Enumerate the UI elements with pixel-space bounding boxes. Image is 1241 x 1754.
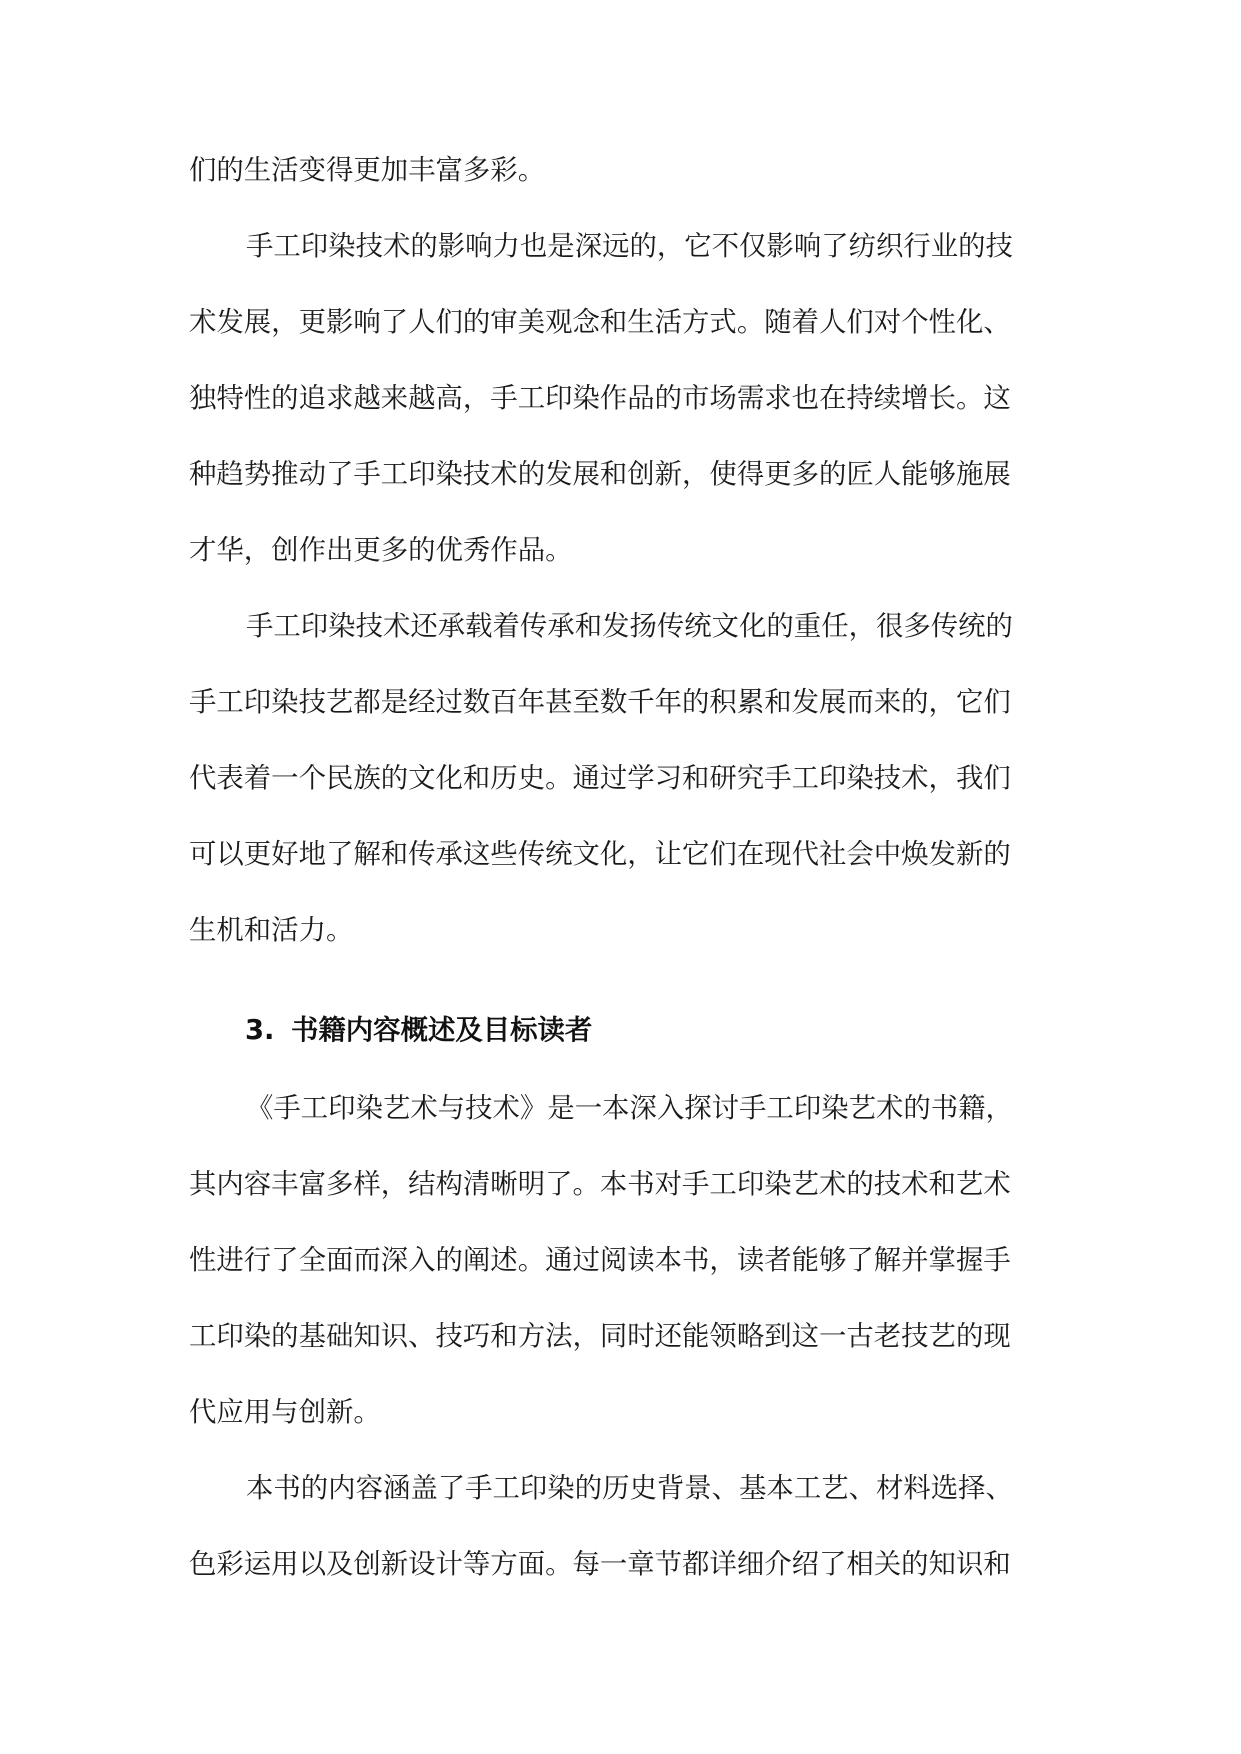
text-line: 其内容丰富多样，结构清晰明了。本书对手工印染艺术的技术和艺术 (189, 1169, 1011, 1200)
text-line: 手工印染技术的影响力也是深远的，它不仅影响了纺织行业的技 (246, 231, 1013, 262)
text-line: 《手工印染艺术与技术》是一本深入探讨手工印染艺术的书籍， (246, 1093, 1013, 1124)
section-title: 书籍内容概述及目标读者 (291, 1015, 593, 1046)
text-line: 可以更好地了解和传承这些传统文化，让它们在现代社会中焕发新的 (189, 839, 1011, 870)
text-line: 手工印染技术还承载着传承和发扬传统文化的重任，很多传统的 (246, 611, 1013, 642)
text-line: 代表着一个民族的文化和历史。通过学习和研究手工印染技术，我们 (189, 763, 1011, 794)
text-line: 们的生活变得更加丰富多彩。 (189, 155, 546, 186)
section-number: 3. (245, 1015, 275, 1046)
text-line: 独特性的追求越来越高，手工印染作品的市场需求也在持续增长。这 (189, 383, 1011, 414)
text-line: 工印染的基础知识、技巧和方法，同时还能领略到这一古老技艺的现 (189, 1321, 1011, 1352)
text-line: 种趋势推动了手工印染技术的发展和创新，使得更多的匠人能够施展 (189, 459, 1011, 490)
section-heading (245, 1008, 592, 1054)
text-line: 色彩运用以及创新设计等方面。每一章节都详细介绍了相关的知识和 (189, 1549, 1011, 1580)
text-line: 才华，创作出更多的优秀作品。 (189, 535, 573, 566)
text-line: 本书的内容涵盖了手工印染的历史背景、基本工艺、材料选择、 (246, 1473, 1013, 1504)
text-line: 生机和活力。 (189, 915, 354, 946)
text-line: 性进行了全面而深入的阐述。通过阅读本书，读者能够了解并掌握手 (189, 1245, 1011, 1276)
text-line: 术发展，更影响了人们的审美观念和生活方式。随着人们对个性化、 (189, 307, 1011, 338)
text-line: 代应用与创新。 (189, 1397, 381, 1428)
text-line: 手工印染技艺都是经过数百年甚至数千年的积累和发展而来的，它们 (189, 687, 1011, 718)
